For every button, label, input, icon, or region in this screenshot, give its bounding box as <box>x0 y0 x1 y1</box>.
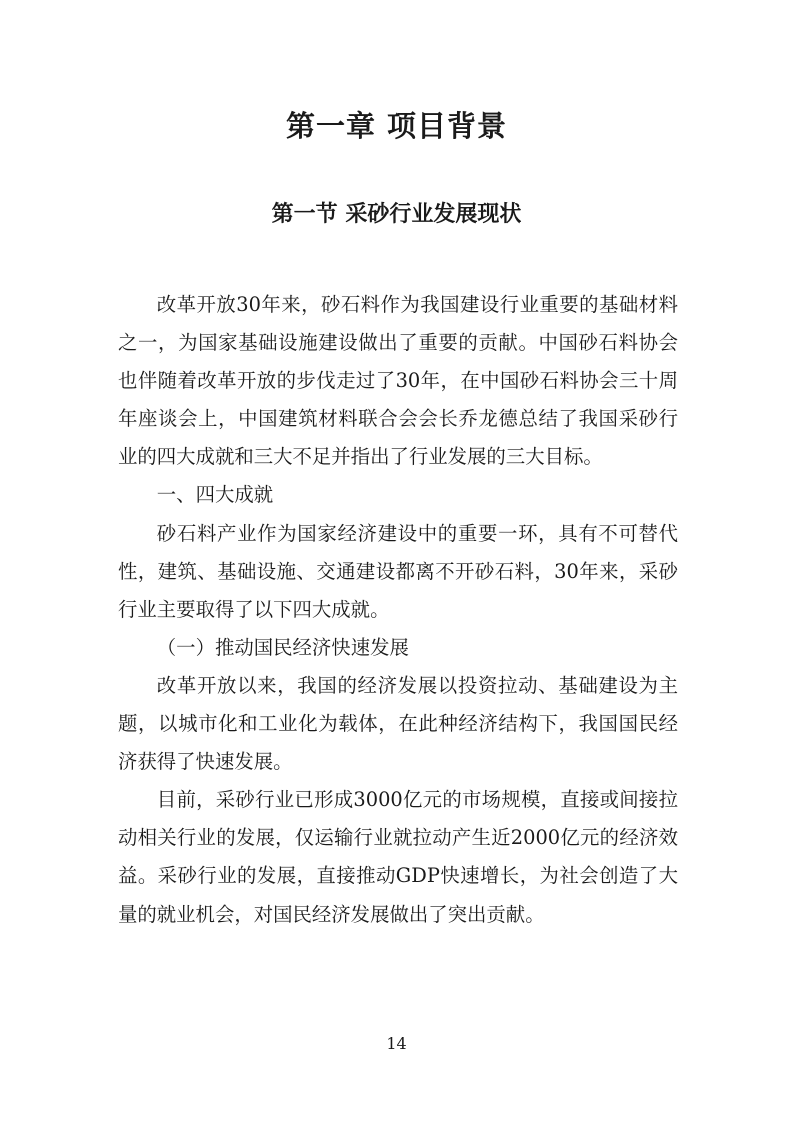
subheading-economy: （一）推动国民经济快速发展 <box>156 635 409 659</box>
body-text <box>118 286 678 934</box>
heading-four-achievements: 一、四大成就 <box>156 483 274 507</box>
section-title: 第一节 采砂行业发展现状 <box>271 201 522 227</box>
paragraph-market-scale: 目前，采砂行业已形成3000亿元的市场规模，直接或间接拉动相关行业的发展，仅运输行业就拉动产生近2000亿元的经济效益。采砂行业的发展，直接推动GDP快速增长，为社会创造了大量的就业机会，对国民经济发展做出了突出贡献。 <box>118 788 678 926</box>
page-number: 14 <box>386 1034 407 1053</box>
paragraph-economy: 改革开放以来，我国的经济发展以投资拉动、基础建设为主题，以城市化和工业化为载体，在此种经济结构下，我国国民经济获得了快速发展。 <box>118 673 678 774</box>
paragraph-achievements-intro: 砂石料产业作为国家经济建设中的重要一环，具有不可替代性，建筑、基础设施、交通建设都离不开砂石料，30年来，采砂行业主要取得了以下四大成就。 <box>118 521 678 621</box>
chapter-title: 第一章 项目背景 <box>285 109 508 143</box>
paragraph-intro: 改革开放30年来，砂石料作为我国建设行业重要的基础材料之一，为国家基础设施建设做出了重要的贡献。中国砂石料协会也伴随着改革开放的步伐走过了30年，在中国砂石料协会三十周年座谈会上，中国建筑材料联合会会长乔龙德总结了我国采砂行业的四大成就和三大不足并指出了行业发展的三大目标。 <box>118 293 678 469</box>
